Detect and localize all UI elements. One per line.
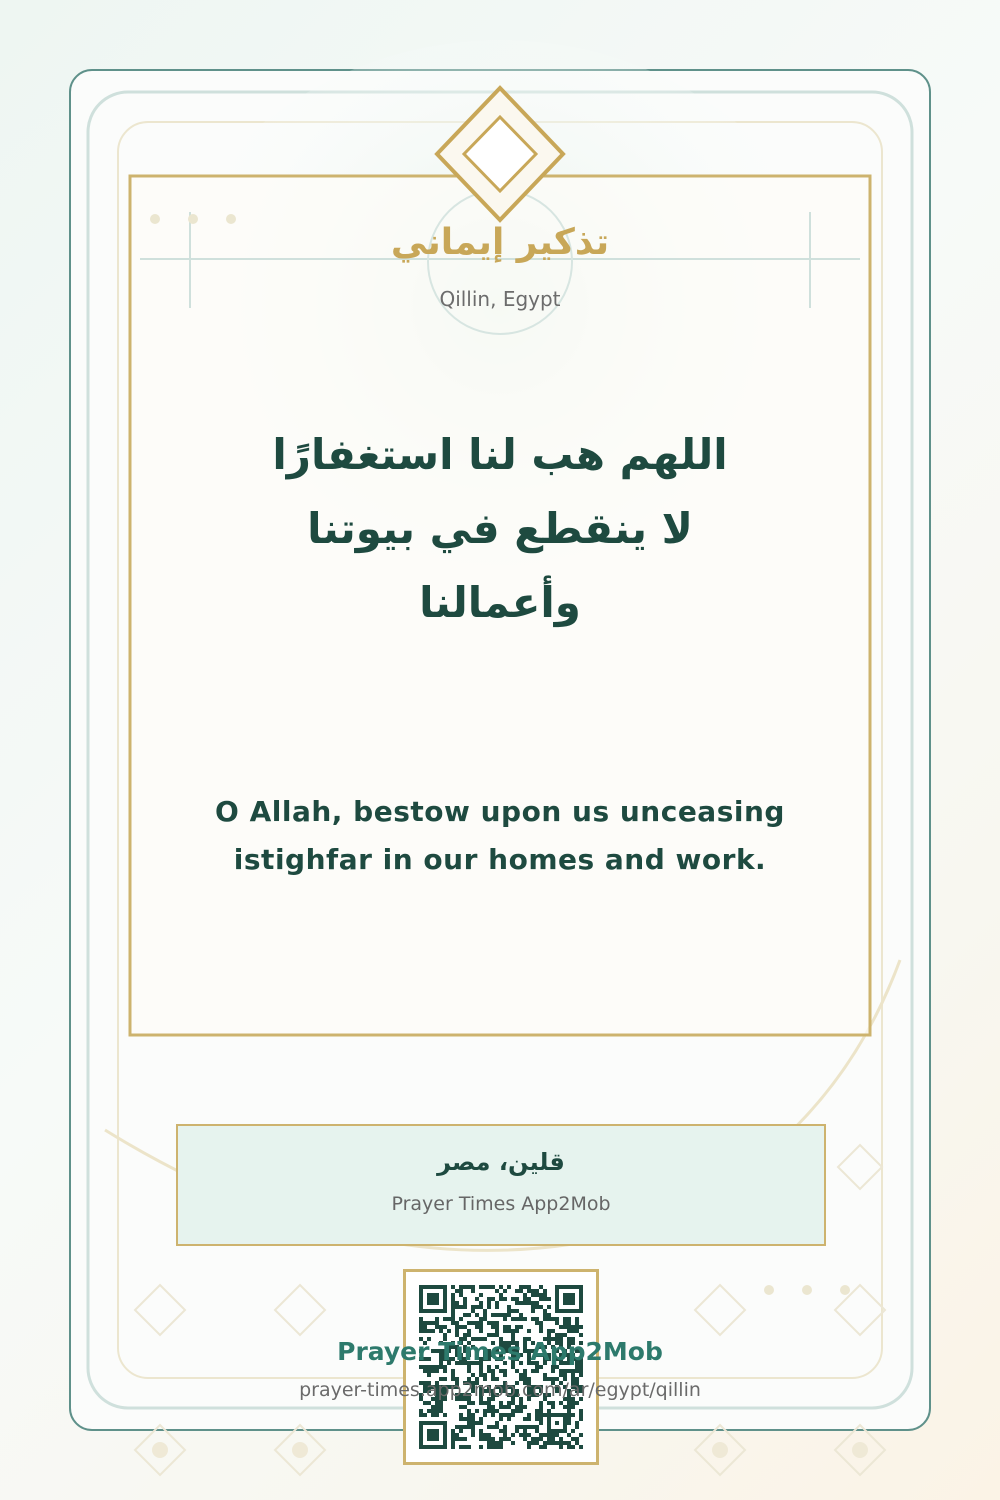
english-translation [150, 788, 850, 884]
footer-url[interactable]: prayer-times.app2mob.com/ar/egypt/qillin [299, 1379, 701, 1401]
header-location: Qillin, Egypt [439, 287, 561, 311]
location-app-name: Prayer Times App2Mob [391, 1193, 611, 1215]
arabic-quote-line: اللهم هب لنا استغفارًا [272, 430, 728, 479]
qr-code-icon [419, 1285, 583, 1449]
location-city-ar: قلين، مصر [437, 1148, 565, 1176]
qr-code-frame[interactable] [403, 1269, 599, 1465]
arabic-quote-line: لا ينقطع في بيوتنا [307, 504, 693, 553]
location-box [176, 1124, 826, 1246]
header-title: تذكير إيماني [390, 222, 610, 263]
footer-brand: Prayer Times App2Mob [337, 1337, 663, 1366]
english-quote-line: istighfar in our homes and work. [233, 843, 767, 876]
arabic-quote-line: وأعمالنا [419, 578, 581, 627]
english-quote-line: O Allah, bestow upon us unceasing [215, 795, 785, 828]
arabic-quote [150, 418, 850, 640]
